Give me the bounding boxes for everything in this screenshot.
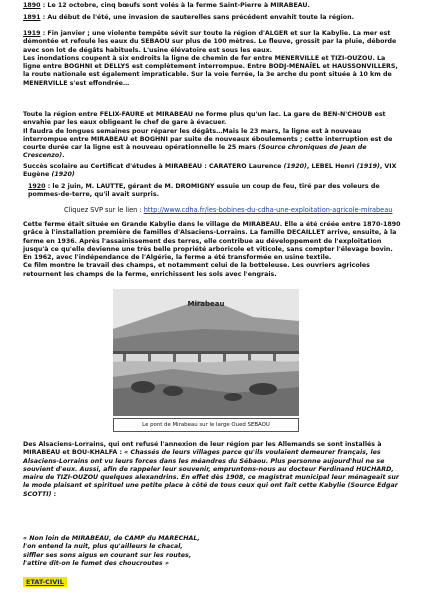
flood-end: . — [62, 152, 65, 160]
succes-year-3: (1920) — [51, 171, 75, 179]
ferme-text-3: Ce film montre le travail des champs, et notamment celui de la botteleuse. Les ouvriers agricoles retournent les champs de la ferme, enrichissent les sols avec l'engrais. — [23, 262, 370, 278]
poem-line-4: l'attire dit-on le fumet des choucroutes » — [23, 559, 169, 567]
succes-scolaire — [23, 163, 403, 180]
succes-lead: Succès scolaire au Certificat d'études à MIRABEAU : CARATERO Laurence — [23, 163, 284, 170]
link-label: Cliquez SVP sur le lien : — [64, 206, 144, 214]
alsaciens-source: (Source Edgar SCOTTI) — [23, 482, 398, 498]
succes-year-1: (1920) — [283, 163, 307, 170]
year-1891: 1891 — [23, 14, 41, 21]
mirabeau-bridge-photo — [113, 289, 299, 416]
poem-line-3: siffler ses sons aigus en courant sur les routes, — [23, 551, 192, 559]
year-1920: 1920 — [28, 183, 46, 190]
entry-1920-text: : le 2 juin, M. LAUTTE, gérant de M. DROMIGNY essuie un coup de feu, tiré par des voleurs de pommes-de-terre, qu'il avait surpris. — [28, 183, 380, 199]
year-1919: 1919 — [23, 30, 41, 37]
entry-1919-text-2: Les inondations coupent à six endroits la ligne de chemin de fer entre MENERVILLE et TIZI-OUZOU. La ligne entre BOGHNI et DELLYS est complètement interrompue. Entre BODJ-MENAÏEL et HAUSSONVILLERS, la route nationale est également impraticable. Sur la voie ferrée, la 3e arche du pont située à 10 km de MENERVILLE s'est effondrée… — [23, 54, 398, 87]
succes-year-2: (1919) — [356, 163, 380, 170]
alsaciens-paragraph — [23, 441, 403, 497]
flood-source: (Source chroniques de Jean de Crescenzo) — [23, 144, 367, 160]
entry-1890 — [23, 2, 403, 10]
succes-mid-2: , VIX Eugène — [23, 163, 397, 179]
entry-1919-text-1: : Fin janvier ; une violente tempête sévit sur toute la région d'ALGER et sur la Kabylie. La mer est démontée et refoule les eaux du SEBAOU sur plus de 100 mètres. Le fleuve, grossit par la pluie, déborde avec son lot de dégâts habituels. L'usine élévatoire est sous les eaux. — [23, 30, 397, 54]
cdha-link[interactable]: http://www.cdha.fr/les-bobines-du-cdha-une-exploitation-agricole-mirabeau — [143, 206, 393, 214]
entry-1920 — [28, 183, 403, 200]
flood-paragraph — [23, 111, 403, 159]
bridge-photo-illustration — [113, 289, 299, 416]
alsaciens-lead: Des Alsaciens-Lorrains, qui ont refusé l'annexion de leur région par les Allemands se sont installés à MIRABEAU et BOU-KHALFA : — [23, 441, 382, 457]
alsaciens-quote: « Chassés de leurs villages parce qu'ils voulaient demeurer français, les Alsaciens-Lorrains ont vu leurs forces dans les méandres du Sébaou. Plus personne aujourd'hui ne se souvient d'eux. Aussi, afin de rappeler leur souvenir, empruntons-nous au docteur Ferdinand HUCHARD, maire de TIZI-OUZOU quelques alexandrins. En effet dès 1908, ce magistrat municipal leur ménageait sur le mode plaisant et spirituel une petite place à côté de tous ceux qui ont fait cette Kabylie — [23, 449, 399, 490]
poem-line-1: « Non loin de MIRABEAU, de CAMP du MARECHAL, — [23, 535, 200, 542]
etat-civil-link[interactable]: ETAT-CIVIL — [23, 577, 67, 587]
photo-caption: Le pont de Mirabeau sur le large Oued SEBAOU — [113, 418, 299, 432]
link-line — [64, 206, 404, 214]
flood-text-2: Il faudra de longues semaines pour réparer les dégâts…Mais le 23 mars, la ligne est à nouveau interrompue entre MIRABEAU et BOGHNI par suite de nouveaux éboulements ; cette interruption est de courte durée car la ligne est à nouveau opérationnelle le 25 mars — [23, 127, 393, 152]
ferme-paragraph — [23, 221, 403, 287]
flood-text-1: Toute la région entre FELIX-FAURE et MIRABEAU ne forme plus qu'un lac. La gare de BEN-N'CHOUB est envahie par les eaux obligeant le chef de gare à évacuer. — [23, 111, 386, 127]
poem-line-2: l'on entend la nuit, plus qu'ailleurs le chacal, — [23, 543, 183, 551]
year-1890: 1890 — [23, 2, 41, 9]
entry-1890-text: : Le 12 octobre, cinq bœufs sont volés à la ferme Saint-Pierre à MIRABEAU. — [40, 2, 310, 9]
photo-title: Mirabeau — [187, 300, 225, 308]
alsaciens-end: : — [51, 490, 57, 498]
ferme-text-1: Cette ferme était située en Grande Kabylie dans le village de MIRABEAU. Elle a été créée entre 1870-1890 grâce à l'installation première de familles d'Alsaciens-Lorrains. La famille DECAILLET arrive, ensuite, à la ferme en 1936. Après l'assainissement des terres, elle contribue au développement de l'exploitation jusqu'à ce qu'elle devienne une très belle propriété arboricole et viticole, sans compter l'élevage bovin. — [23, 221, 401, 253]
ferme-text-2: En 1962, avec l'indépendance de l'Algérie, la ferme a été transformée en usine textile. — [23, 254, 332, 262]
poem — [23, 535, 403, 568]
entry-1891 — [23, 14, 403, 22]
entry-1891-text: : Au début de l'été, une invasion de sauterelles sans précédent envahit toute la région. — [40, 14, 354, 21]
succes-mid: , LEBEL Henri — [306, 163, 357, 170]
entry-1919 — [23, 30, 403, 108]
